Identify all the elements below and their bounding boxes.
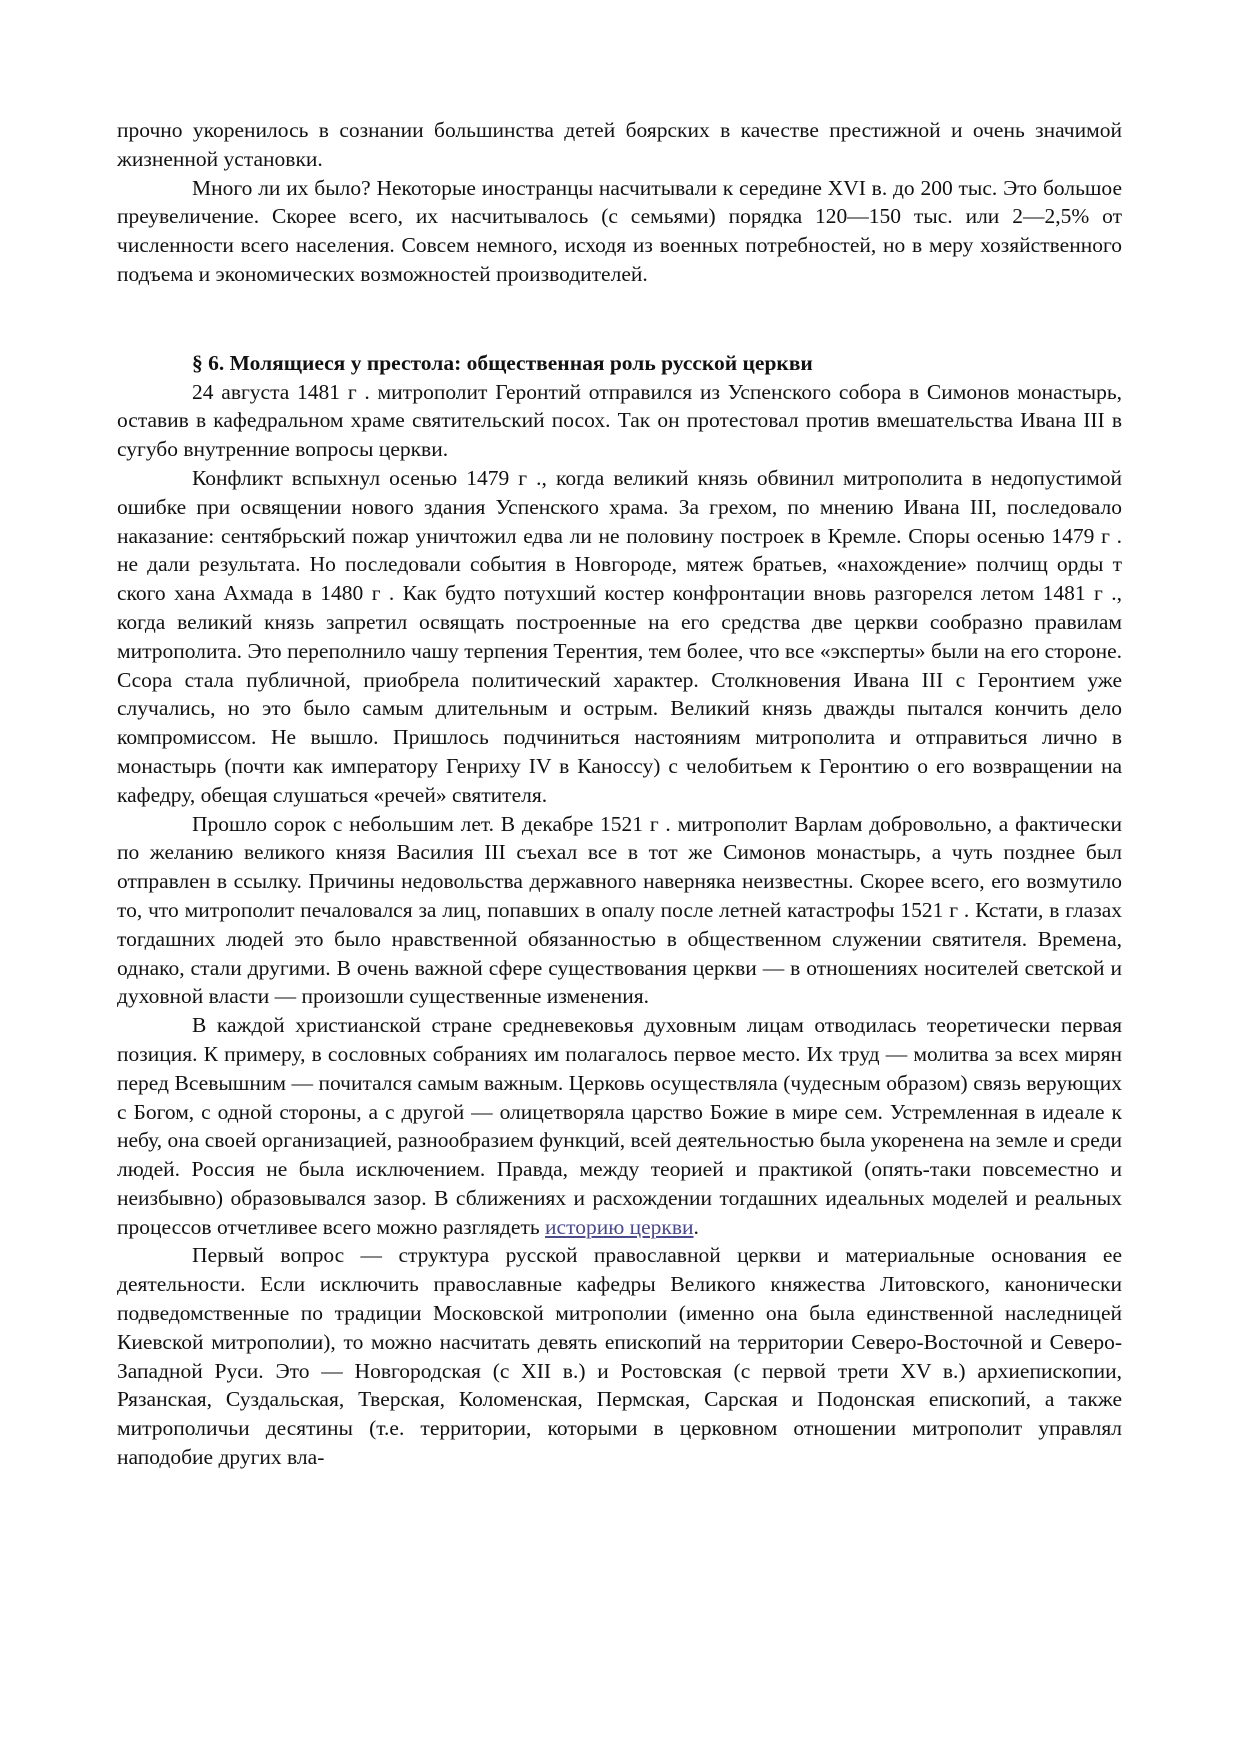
church-history-link[interactable]: историю церкви xyxy=(545,1214,694,1239)
paragraph-church-role xyxy=(117,1011,1122,1241)
paragraph-church-role-text: В каждой христианской стране средневековья духовным лицам отводилась теоретически первая позиция. К примеру, в сословных собраниях им полагалось первое место. Их труд — молитва за всех мирян перед Всевышним — почитался самым важным. Церковь осуществляла (чудесным образом) связь верующих с Богом, с одной стороны, а с другой — олицетворяла царство Божие в мире сем. Устремленная в идеале к небу, она своей организацией, разнообразием функций, всей деятельностью была укоренена на земле и среди людей. Россия не была исключением. Правда, между теорией и практикой (опять-таки повсеместно и неизбывно) образовывался зазор. В сближениях и расхождении тогдашних идеальных моделей и реальных процессов отчетливее всего можно разглядеть xyxy=(117,1013,1122,1239)
paragraph-gerontius: 24 августа 1481 г . митрополит Геронтий отправился из Успенского собора в Симонов монастырь, оставив в кафедральном храме святительский посох. Так он протестовал против вмешательства Ивана III в сугубо внутренние вопросы церкви. xyxy=(117,379,1122,462)
paragraph-continuation: прочно укоренилось в сознании большинства детей боярских в качестве престижной и очень значимой жизненной установки. xyxy=(117,118,1122,171)
section-spacer xyxy=(117,289,1122,349)
paragraph-varlaam: Прошло сорок с небольшим лет. В декабре 1521 г . митрополит Варлам добровольно, а фактически по желанию великого князя Василия III съехал все в тот же Симонов монастырь, а чуть позднее был отправлен в ссылку. Причины недовольства державного наверняка неизвестны. Скорее всего, его возмутило то, что митрополит печаловался за лиц, попавших в опалу после летней катастрофы 1521 г . Кстати, в глазах тогдашних людей это было нравственной обязанностью в общественном служении святителя. Времена, однако, стали другими. В очень важной сфере существования церкви — в отношениях носителей светской и духовной власти — произошли существенные изменения. xyxy=(117,811,1122,1009)
document-page xyxy=(117,116,1122,1472)
paragraph-conflict: Конфликт вспыхнул осенью 1479 г ., когда великий князь обвинил митрополита в недопустимой ошибке при освящении нового здания Успенского храма. За грехом, по мнению Ивана III, последовало наказание: сентябрьский пожар уничтожил едва ли не половину построек в Кремле. Споры осенью 1479 г . не дали результата. Но последовали события в Новгороде, мятеж братьев, «нахождение» полчищ орды т ского хана Ахмада в 1480 г . Как будто потухший костер конфронтации вновь разгорелся летом 1481 г ., когда великий князь запретил освящать построенные на его средства две церкви сообразно правилам митрополита. Это переполнило чашу терпения Терентия, тем более, что все «эксперты» были на его стороне. Ссора стала публичной, приобрела политический характер. Столкновения Ивана III с Геронтием уже случались, но это было самым длительным и острым. Великий князь дважды пытался кончить дело компромиссом. Не вышло. Пришлось подчиниться настояниям митрополита и отправиться лично в монастырь (почти как императору Генриху IV в Каноссу) с челобитьем к Геронтию о его возвращении на кафедру, обещая слушаться «речей» святителя. xyxy=(117,465,1122,807)
paragraph-population: Много ли их было? Некоторые иностранцы насчитывали к середине XVI в. до 200 тыс. Это большое преувеличение. Скорее всего, их насчитывалось (с семьями) порядка 120—150 тыс. или 2—2,5% от численности всего населения. Совсем немного, исходя из военных потребностей, но в меру хозяйственного подъема и экономических возможностей производителей. xyxy=(117,175,1122,286)
section-heading: § 6. Молящиеся у престола: общественная роль русской церкви xyxy=(192,350,813,375)
paragraph-church-role-end: . xyxy=(693,1214,699,1239)
paragraph-church-structure: Первый вопрос — структура русской православной церкви и материальные основания ее деятельности. Если исключить православные кафедры Великого княжества Литовского, канонически подведомственные по традиции Московской митрополии (именно она была единственной наследницей Киевской митрополии), то можно насчитать девять епископий на территории Северо-Восточной и Северо-Западной Руси. Это — Новгородская (с XII в.) и Ростовская (с первой трети XV в.) архиепископии, Рязанская, Суздальская, Тверская, Коломенская, Пермская, Сарская и Подонская епископий, а также митрополичьи десятины (т.е. территории, которыми в церковном отношении митрополит управлял наподобие других вла- xyxy=(117,1243,1122,1470)
